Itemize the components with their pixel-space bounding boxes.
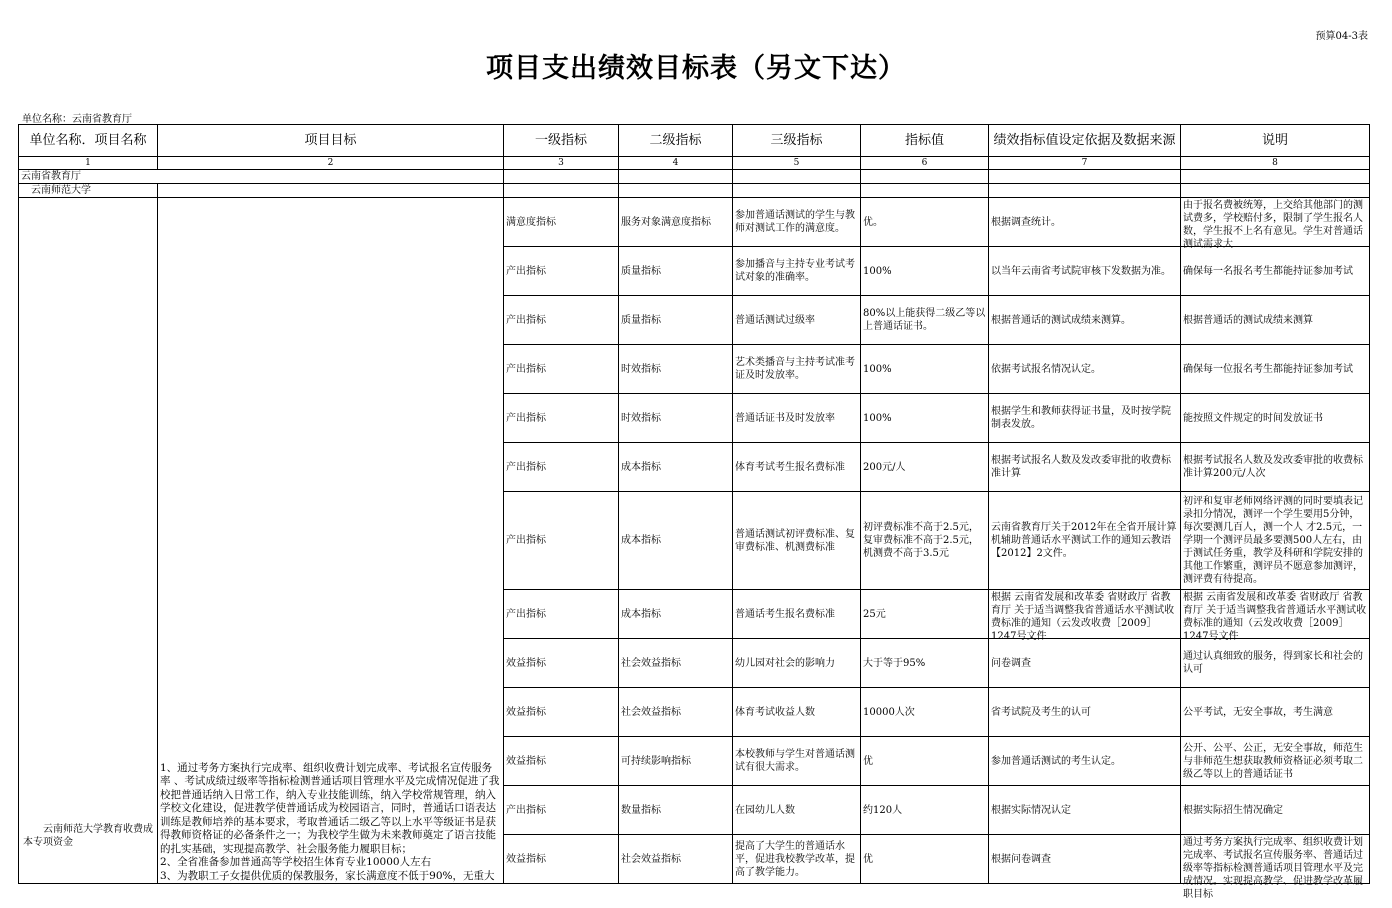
indicator-basis: 根据调查统计。	[991, 216, 1061, 228]
indicator-note-cell	[1181, 296, 1370, 345]
level3-indicator: 提高了大学生的普通话水平，促进我校教学改革，提高了教学能力。	[735, 840, 855, 878]
indicator-note: 公开、公平、公正，无安全事故，师范生与非师范生想获取教师资格证必须考取二级乙等以上的普通话证书	[1183, 742, 1363, 780]
indicator-value-cell	[861, 345, 989, 394]
level1-indicator: 产出指标	[506, 535, 546, 546]
col-number: 1	[19, 157, 158, 170]
level2-indicator: 时效指标	[621, 363, 661, 375]
level2-indicator-cell	[619, 835, 733, 884]
level1-indicator-cell	[504, 198, 619, 247]
indicator-value: 80%以上能获得二级乙等以上普通话证书。	[863, 308, 986, 332]
level2-indicator: 质量指标	[621, 265, 661, 277]
indicator-basis-cell	[989, 590, 1181, 642]
indicator-value: 优。	[863, 216, 883, 228]
level2-indicator-cell	[619, 737, 733, 786]
level2-indicator-cell	[619, 296, 733, 345]
performance-table	[18, 124, 1370, 900]
indicator-basis-cell	[989, 247, 1181, 296]
level3-indicator: 体育考试考生报名费标准	[735, 461, 845, 473]
indicator-value: 优	[863, 755, 873, 767]
level1-indicator: 产出指标	[506, 363, 546, 375]
indicator-value: 100%	[863, 412, 892, 424]
level2-indicator-cell	[619, 639, 733, 688]
indicator-value-cell	[861, 198, 989, 247]
indicator-basis: 问卷调查	[991, 657, 1031, 669]
indicator-value-cell	[861, 786, 989, 835]
indicator-basis: 参加普通话测试的考生认定。	[991, 755, 1121, 767]
level3-indicator: 幼儿园对社会的影响力	[735, 657, 835, 669]
indicator-note: 初评和复审老师网络评测的同时要填表记录扣分情况，测评一个学生要用5分钟，每次要测几百人，测一个人 才2.5元，一学期一个测评员最多要测500人左右，由于测试任务重，教学及科研和学院安排的其他工作繁重，测评员不愿意参加测评，测评费有待提高。	[1183, 496, 1363, 585]
indicator-basis: 根据实际情况认定	[991, 804, 1071, 816]
indicator-basis-cell	[989, 835, 1181, 884]
indicator-note-cell	[1181, 835, 1370, 900]
indicator-basis-cell	[989, 394, 1181, 443]
col-number: 5	[733, 157, 861, 170]
level1-indicator: 产出指标	[506, 608, 546, 620]
level1-indicator-cell	[504, 394, 619, 443]
level3-indicator: 普通话证书及时发放率	[735, 412, 835, 424]
indicator-basis: 以当年云南省考试院审核下发数据为准。	[991, 265, 1171, 277]
indicator-note-cell	[1181, 492, 1370, 590]
level2-indicator-cell	[619, 590, 733, 639]
col-number: 2	[158, 157, 504, 170]
col-number: 7	[989, 157, 1181, 170]
level1-indicator-cell	[504, 786, 619, 835]
level2-indicator: 数量指标	[621, 804, 661, 816]
indicator-value-cell	[861, 688, 989, 737]
level1-indicator: 效益指标	[506, 853, 546, 865]
level1-indicator-cell	[504, 639, 619, 688]
indicator-value: 初评费标准不高于2.5元，复审费标准不高于2.5元，机测费不高于3.5元	[863, 522, 979, 559]
level1-indicator-cell	[504, 345, 619, 394]
indicator-value-cell	[861, 590, 989, 639]
indicator-basis: 依据考试报名情况认定。	[991, 363, 1101, 375]
level3-indicator: 艺术类播音与主持考试准考证及时发放率。	[735, 357, 855, 381]
indicator-value: 优	[863, 853, 873, 865]
level2-indicator: 成本指标	[621, 608, 661, 620]
indicator-basis-cell	[989, 443, 1181, 492]
level1-indicator: 产出指标	[506, 265, 546, 277]
level3-indicator: 参加普通话测试的学生与教师对测试工作的满意度。	[735, 210, 855, 234]
level1-indicator-cell	[504, 835, 619, 884]
indicator-value-cell	[861, 443, 989, 492]
indicator-note-cell	[1181, 443, 1370, 492]
level1-indicator-cell	[504, 247, 619, 296]
indicator-note: 通过考务方案执行完成率、组织收费计划完成率、考试报名宣传服务率、普通话过级率等指标检测普通话项目管理水平及完成情况。实现提高教学、促进教学改革履职目标	[1183, 837, 1363, 900]
level3-indicator-cell	[733, 835, 861, 884]
indicator-value: 100%	[863, 363, 892, 375]
indicator-basis-cell	[989, 688, 1181, 737]
indicator-note: 公平考试，无安全事故，考生满意	[1183, 706, 1333, 718]
page-title: 项目支出绩效目标表（另文下达）	[486, 53, 906, 84]
indicator-note-cell	[1181, 394, 1370, 443]
indicator-basis: 根据 云南省发展和改革委 省财政厅 省教育厅 关于适当调整我省普通话水平测试收费标准的通知（云发改收费［2009］1247号文件	[991, 592, 1175, 642]
indicator-value: 约120人	[863, 804, 903, 816]
level2-indicator: 质量指标	[621, 314, 661, 326]
indicator-value-cell	[861, 394, 989, 443]
indicator-row	[19, 198, 1370, 247]
col-header-value: 指标值	[861, 125, 989, 157]
col-header-basis: 绩效指标值设定依据及数据来源	[989, 125, 1181, 157]
indicator-basis-cell	[989, 345, 1181, 394]
level3-indicator: 参加播音与主持专业考试考试对象的准确率。	[735, 259, 855, 283]
level1-indicator: 产出指标	[506, 804, 546, 816]
level1-indicator-cell	[504, 443, 619, 492]
indicator-basis-cell	[989, 786, 1181, 835]
indicator-value-cell	[861, 639, 989, 688]
level3-indicator: 普通话测试过级率	[735, 314, 815, 326]
indicator-basis: 根据学生和教师获得证书量，及时按学院制表发放。	[991, 406, 1171, 430]
col-number: 4	[619, 157, 733, 170]
indicator-note: 由于报名费被统筹，上交给其他部门的测试费多，学校赔付多，限制了学生报名人数，学生报不上名有意见。学生对普通话测试需求大	[1183, 200, 1363, 250]
group-row-university	[19, 184, 1370, 198]
level2-indicator-cell	[619, 345, 733, 394]
indicator-basis-cell	[989, 492, 1181, 590]
indicator-note-cell	[1181, 590, 1370, 642]
level2-indicator-cell	[619, 492, 733, 590]
col-header-level3: 三级指标	[733, 125, 861, 157]
form-number: 预算04-3表	[1315, 31, 1368, 42]
level3-indicator-cell	[733, 443, 861, 492]
level3-indicator-cell	[733, 296, 861, 345]
level3-indicator-cell	[733, 639, 861, 688]
indicator-value: 大于等于95%	[863, 657, 926, 669]
indicator-basis-cell	[989, 198, 1181, 247]
indicator-note: 根据普通话的测试成绩来测算	[1183, 314, 1313, 326]
indicator-note-cell	[1181, 198, 1370, 250]
level3-indicator-cell	[733, 247, 861, 296]
level1-indicator: 效益指标	[506, 706, 546, 718]
university-name: 云南师范大学	[19, 184, 158, 198]
col-header-unit: 单位名称．项目名称	[19, 125, 158, 157]
col-header-level1: 一级指标	[504, 125, 619, 157]
level3-indicator: 在园幼儿人数	[735, 804, 795, 816]
level2-indicator: 社会效益指标	[621, 706, 681, 718]
level1-indicator: 效益指标	[506, 657, 546, 669]
department-name: 云南省教育厅	[19, 170, 504, 184]
level3-indicator-cell	[733, 492, 861, 590]
level1-indicator-cell	[504, 688, 619, 737]
indicator-note-cell	[1181, 688, 1370, 737]
level2-indicator: 可持续影响指标	[621, 755, 691, 767]
level2-indicator: 成本指标	[621, 461, 661, 473]
level1-indicator-cell	[504, 737, 619, 786]
level2-indicator: 社会效益指标	[621, 853, 681, 865]
level2-indicator: 时效指标	[621, 412, 661, 424]
level1-indicator: 产出指标	[506, 412, 546, 424]
indicator-note: 能按照文件规定的时间发放证书	[1183, 412, 1323, 424]
header-row	[19, 125, 1370, 157]
level2-indicator-cell	[619, 443, 733, 492]
level3-indicator: 普通话考生报名费标准	[735, 608, 835, 620]
level3-indicator: 体育考试收益人数	[735, 706, 815, 718]
indicator-note: 确保每一名报名考生都能持证参加考试	[1183, 265, 1353, 277]
level3-indicator: 普通话测试初评费标准、复审费标准、机测费标准	[735, 528, 855, 553]
level3-indicator-cell	[733, 198, 861, 247]
indicator-basis-cell	[989, 737, 1181, 786]
indicator-note-cell	[1181, 737, 1370, 786]
indicator-value: 25元	[863, 608, 886, 620]
level2-indicator: 社会效益指标	[621, 657, 681, 669]
group-row-department	[19, 170, 1370, 184]
indicator-basis-cell	[989, 296, 1181, 345]
indicator-basis-cell	[989, 639, 1181, 688]
level1-indicator: 满意度指标	[506, 216, 556, 228]
indicator-value-cell	[861, 737, 989, 786]
indicator-note: 根据考试报名人数及发改委审批的收费标准计算200元/人次	[1183, 455, 1363, 479]
col-header-note: 说明	[1181, 125, 1370, 157]
level2-indicator: 服务对象满意度指标	[621, 216, 711, 228]
indicator-note-cell	[1181, 345, 1370, 394]
indicator-note-cell	[1181, 786, 1370, 835]
indicator-value-cell	[861, 296, 989, 345]
indicator-note: 通过认真细致的服务，得到家长和社会的认可	[1183, 651, 1363, 675]
indicator-value-cell	[861, 247, 989, 296]
project-goal: 1、通过考务方案执行完成率、组织收费计划完成率、考试报名宣传服务率 、考试成绩过级率等指标检测普通话项目管理水平及完成情况促进了我校把普通话纳入日常工作，纳入专业技能训练，纳入学校常规管理，纳入学校文化建设，促进教学使普通话成为校园语言，同时，普通话口语表达训练是教师培养的基本要求，考取普通话二级乙等以上水平等级证书是获得教师资格证的必备条件之一；为我校学生做为未来教师奠定了语言技能的扎实基础，实现提高教学、社会服务能力履职目标； 2、全省准备参加普通高等学校招生体育专业10000人左右 3、为教职工子女提供优质的保教服务，家长满意度不低于90%，无重大	[160, 761, 500, 882]
indicator-basis: 根据考试报名人数及发改委审批的收费标准计算	[991, 455, 1171, 479]
col-number: 3	[504, 157, 619, 170]
indicator-note: 确保每一位报名考生都能持证参加考试	[1183, 363, 1353, 375]
indicator-basis: 根据普通话的测试成绩来测算。	[991, 314, 1131, 326]
level3-indicator-cell	[733, 688, 861, 737]
level3-indicator: 本校教师与学生对普通话测试有很大需求。	[735, 749, 855, 773]
level1-indicator: 产出指标	[506, 461, 546, 473]
project-goal-cell	[158, 198, 504, 884]
level3-indicator-cell	[733, 345, 861, 394]
col-header-goal: 项目目标	[158, 125, 504, 157]
indicator-note: 根据实际招生情况确定	[1183, 804, 1283, 816]
level1-indicator-cell	[504, 590, 619, 639]
level2-indicator-cell	[619, 198, 733, 247]
column-number-row	[19, 157, 1370, 170]
indicator-basis: 云南省教育厅关于2012年在全省开展计算机辅助普通话水平测试工作的通知云教语【2012】2文件。	[991, 522, 1177, 559]
indicator-basis: 根据问卷调查	[991, 853, 1051, 865]
level3-indicator-cell	[733, 786, 861, 835]
level2-indicator-cell	[619, 394, 733, 443]
project-name: 云南师范大学教育收费成本专项资金	[23, 824, 153, 848]
indicator-basis: 省考试院及考生的认可	[991, 706, 1091, 718]
indicator-value: 100%	[863, 265, 892, 277]
level3-indicator-cell	[733, 590, 861, 639]
level1-indicator-cell	[504, 296, 619, 345]
level3-indicator-cell	[733, 394, 861, 443]
col-number: 8	[1181, 157, 1370, 170]
indicator-note-cell	[1181, 247, 1370, 296]
level3-indicator-cell	[733, 737, 861, 786]
indicator-note: 根据 云南省发展和改革委 省财政厅 省教育厅 关于适当调整我省普通话水平测试收费标准的通知（云发改收费［2009］1247号文件	[1183, 592, 1367, 642]
level2-indicator: 成本指标	[621, 535, 661, 546]
indicator-value-cell	[861, 835, 989, 884]
indicator-value-cell	[861, 492, 989, 590]
col-number: 6	[861, 157, 989, 170]
level1-indicator: 产出指标	[506, 314, 546, 326]
level1-indicator: 效益指标	[506, 755, 546, 767]
col-header-level2: 二级指标	[619, 125, 733, 157]
unit-name: 单位名称：云南省教育厅	[22, 114, 132, 125]
project-name-cell	[19, 198, 158, 884]
indicator-value: 10000人次	[863, 706, 915, 718]
level2-indicator-cell	[619, 786, 733, 835]
level2-indicator-cell	[619, 688, 733, 737]
level2-indicator-cell	[619, 247, 733, 296]
indicator-value: 200元/人	[863, 461, 906, 473]
indicator-note-cell	[1181, 639, 1370, 688]
level1-indicator-cell	[504, 492, 619, 590]
